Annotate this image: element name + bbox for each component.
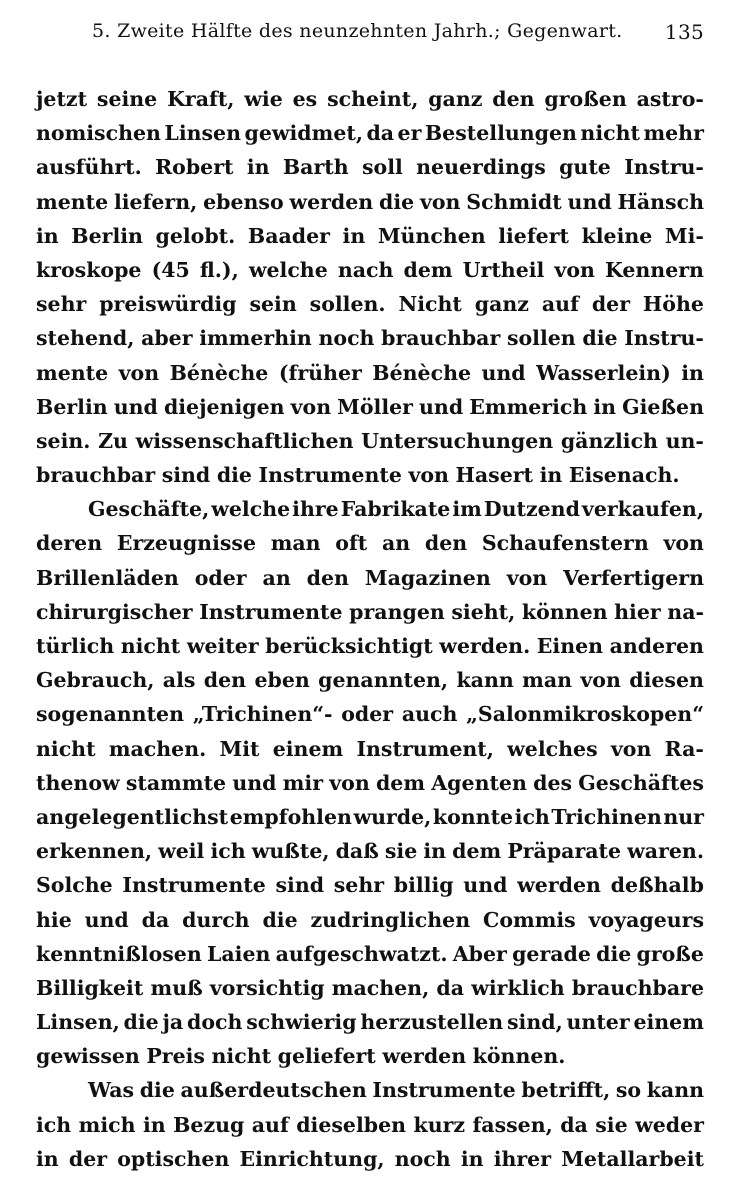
word: Metallarbeit (561, 1146, 704, 1171)
word: außerdeutschen (180, 1078, 367, 1103)
word: kann (646, 1078, 704, 1103)
word: mente (36, 360, 109, 385)
word: können (521, 599, 608, 624)
word: weil (158, 839, 205, 864)
text-line (36, 185, 704, 219)
word: muß (150, 975, 203, 1000)
word: Baader (247, 223, 330, 248)
text-line (36, 903, 704, 937)
word: es (292, 87, 318, 111)
word: Instrumente (199, 599, 343, 624)
word: auf (251, 1112, 289, 1137)
word: türlich (36, 634, 115, 658)
word: in (681, 360, 704, 385)
word: großen (544, 87, 627, 111)
word: Instru- (624, 326, 704, 351)
paragraph (36, 492, 704, 1073)
word: wissenschaftlichen (135, 428, 354, 453)
word: und (567, 189, 612, 214)
word: Trichinen (551, 804, 662, 829)
word: empfohlen (229, 804, 352, 829)
word: oft (335, 531, 368, 556)
word: in (36, 223, 59, 248)
word: noch (318, 326, 375, 351)
word: fl.), (199, 257, 239, 282)
word: weder (635, 1112, 704, 1137)
word: die (262, 907, 298, 932)
word: gewissen (36, 1044, 140, 1069)
word: Wasserlein) (536, 360, 671, 385)
word: in (593, 394, 617, 419)
word: prangen (349, 599, 445, 624)
word: als (162, 668, 196, 693)
word: neuerdings (416, 155, 546, 180)
text-line (36, 390, 704, 424)
text-line (36, 150, 704, 184)
word: mehr (643, 121, 704, 146)
word: stehend, (36, 326, 135, 351)
paragraph (36, 82, 704, 492)
word: Aber (452, 941, 507, 966)
word: mir (282, 770, 323, 795)
word: betrifft, (521, 1078, 611, 1103)
word: oder (194, 565, 247, 590)
word: zudringlichen (310, 907, 471, 932)
word: gewidmet, (244, 121, 363, 146)
word: Linsen (164, 121, 242, 146)
word: (45 (151, 257, 190, 282)
word: gelobt. (155, 223, 236, 248)
word: nicht (211, 1044, 272, 1069)
word: dieselben (296, 1112, 407, 1137)
word: und (463, 873, 508, 898)
word: von (580, 668, 621, 693)
word: preiswürdig (99, 292, 237, 317)
word: ebenso (203, 189, 284, 214)
text-line (36, 424, 704, 458)
word: dem (403, 257, 453, 282)
text-line (36, 219, 704, 253)
word: Urtheil (462, 257, 545, 282)
word: scheint, (327, 87, 419, 111)
word: Barth (282, 155, 349, 180)
word: ich (514, 804, 550, 829)
word: Gebrauch, (36, 668, 155, 693)
word: er (397, 121, 422, 146)
word: deßhalb (610, 873, 704, 898)
word: Schmidt (466, 189, 562, 214)
word: welche (248, 257, 328, 282)
word: in (342, 223, 366, 248)
word: Nicht (398, 292, 462, 317)
text-line (36, 82, 704, 116)
word: un- (665, 428, 704, 453)
word: eben (254, 668, 310, 693)
text-line (36, 492, 704, 526)
word: fassen, (472, 1112, 553, 1137)
word: mente (36, 189, 109, 214)
word: Berlin (36, 394, 108, 419)
word: und (84, 907, 129, 932)
word: genannten, (318, 668, 449, 693)
word: berücksichtigt (265, 634, 433, 658)
word: auf (541, 292, 579, 317)
word: sind, (507, 1010, 563, 1035)
text-line (36, 732, 704, 766)
word: sind (161, 463, 211, 488)
word: kleine (581, 223, 653, 248)
word: Preis (146, 1044, 205, 1069)
word: Mi- (664, 223, 704, 248)
word: sollen (506, 326, 576, 351)
word: Commis (483, 907, 576, 932)
word: man (270, 531, 321, 556)
word: Instrumente (372, 1078, 516, 1103)
word: durch (182, 907, 250, 932)
word: Was (88, 1078, 135, 1103)
text-line (36, 766, 704, 800)
word: Schaufenstern (481, 531, 649, 556)
word: in (539, 463, 563, 488)
text-line (36, 868, 704, 902)
word: Erzeugnisse (116, 531, 256, 556)
word: wie (244, 87, 283, 111)
word: liefern, (113, 189, 198, 214)
word: Bénèche (372, 360, 472, 385)
word: herzustellen (360, 1010, 504, 1035)
body-text (36, 82, 704, 1176)
word: von (419, 189, 461, 214)
word: Laien (206, 941, 271, 966)
word: so (615, 1078, 642, 1103)
word: die (216, 463, 252, 488)
word: und (232, 770, 277, 795)
word: weiter (186, 634, 259, 658)
word: jetzt (36, 87, 88, 111)
word: sieht, (451, 599, 516, 624)
text-line (36, 561, 704, 595)
word: den (424, 531, 468, 556)
word: Magazinen (364, 565, 491, 590)
word: an (381, 531, 411, 556)
word: Brillenläden (36, 565, 179, 590)
word: Geschäftes (578, 770, 704, 795)
word: München (377, 223, 486, 248)
word: ihrer (493, 1146, 552, 1171)
word: im (452, 497, 482, 522)
word: erkennen, (36, 839, 152, 864)
word: seine (96, 87, 158, 111)
word: nach (337, 257, 394, 282)
word: kroskope (36, 257, 142, 282)
word: angelegentlichst (36, 804, 229, 829)
word: Instru- (624, 155, 704, 180)
word: Höhe (642, 292, 704, 317)
word: anderen (609, 634, 704, 658)
word: von (290, 394, 332, 419)
word: chirurgischer (36, 599, 193, 624)
word: in (460, 1146, 484, 1171)
word: Bestellungen (424, 121, 577, 146)
word: können. (472, 1044, 566, 1069)
word: in (246, 155, 270, 180)
word: die (379, 189, 415, 214)
word: Agenten (431, 770, 527, 795)
word: die (582, 326, 618, 351)
word: deren (36, 531, 103, 556)
word: astro- (636, 87, 704, 111)
word: Robert (155, 155, 234, 180)
word: einem (633, 1010, 704, 1035)
word: Solche (36, 873, 113, 898)
word: ganz (474, 292, 529, 317)
word: von (118, 360, 160, 385)
word: von (408, 463, 449, 488)
text-line (36, 526, 704, 560)
text-line (36, 800, 704, 834)
word: und (113, 394, 158, 419)
word: in (142, 1112, 166, 1137)
word: sehr (36, 292, 87, 317)
word: Instrumente (258, 463, 402, 488)
word: machen. (108, 736, 207, 761)
word: Instrument, (356, 736, 494, 761)
word: „Trichinen“- (192, 702, 333, 727)
text-line (36, 253, 704, 287)
text-line (36, 697, 704, 731)
text-line (36, 287, 704, 321)
word: sie (595, 1112, 628, 1137)
word: optischen (117, 1146, 230, 1171)
word: Ra- (664, 736, 704, 761)
word: werden (289, 189, 374, 214)
word: da (560, 1112, 588, 1137)
running-head-title: 5. Zweite Hälfte des neunzehnten Jahrh.; Gegenwart. (92, 20, 623, 42)
word: diejenigen (163, 394, 285, 419)
word: in (423, 839, 447, 864)
word: kurz (413, 1112, 466, 1137)
text-line (36, 458, 704, 492)
word: Bénèche (169, 360, 269, 385)
word: diesen (629, 668, 704, 693)
word: vorsichtig (209, 975, 325, 1000)
word: den (203, 668, 247, 693)
word: Verfertigern (563, 565, 704, 590)
word: Zu (98, 428, 128, 453)
word: unter (566, 1010, 630, 1035)
word: daß (335, 839, 379, 864)
word: von (554, 257, 595, 282)
word: dem (452, 839, 502, 864)
word: sie (384, 839, 418, 864)
word: Berlin (71, 223, 143, 248)
word: Kennern (604, 257, 704, 282)
word: sein (249, 292, 297, 317)
text-line (36, 834, 704, 868)
word: nur (663, 804, 704, 829)
word: die (139, 1078, 175, 1103)
word: dem (375, 770, 426, 795)
word: ihre (292, 497, 339, 522)
word: aber (141, 326, 193, 351)
word: Einrichtung, (239, 1146, 385, 1171)
text-line (36, 356, 704, 390)
word: Instrumente (122, 873, 266, 898)
word: kann (456, 668, 514, 693)
word: mich (78, 1112, 136, 1137)
word: liefert (498, 223, 569, 248)
word: da (436, 975, 465, 1000)
word: waren. (627, 839, 704, 864)
word: da (141, 907, 170, 932)
word: kenntnißlosen (36, 941, 202, 966)
word: Linsen, (36, 1010, 120, 1035)
word: einem (272, 736, 344, 761)
word: von (506, 565, 548, 590)
word: machen, (331, 975, 430, 1000)
word: Gießen (622, 394, 704, 419)
word: sein. (36, 428, 91, 453)
word: wurde, (353, 804, 432, 829)
word: (früher (278, 360, 362, 385)
word: welches (507, 736, 598, 761)
word: ja (162, 1010, 184, 1035)
word: Mit (219, 736, 260, 761)
text-line (36, 1005, 704, 1039)
word: nicht (36, 736, 96, 761)
word: verkaufen, (581, 497, 704, 522)
word: des (533, 770, 573, 795)
word: stammte (125, 770, 227, 795)
word: wußte, (251, 839, 330, 864)
word: immerhin (199, 326, 312, 351)
word: Bezug (173, 1112, 245, 1137)
word: ich (36, 1112, 72, 1137)
text-line (36, 663, 704, 697)
text-line (36, 116, 704, 150)
word: an (262, 565, 291, 590)
word: Möller (337, 394, 413, 419)
word: Einen (536, 634, 604, 658)
word: thenow (36, 770, 120, 795)
word: da (366, 121, 395, 146)
word: Billigkeit (36, 975, 144, 1000)
word: gerade (512, 941, 591, 966)
word: und (481, 360, 526, 385)
word: von (663, 531, 704, 556)
word: Geschäfte, (88, 497, 210, 522)
word: der (68, 1146, 108, 1171)
word: man (522, 668, 573, 693)
word: aufgeschwatzt. (275, 941, 448, 966)
word: brauchbar (381, 326, 501, 351)
word: gute (559, 155, 611, 180)
word: in (36, 1146, 59, 1171)
word: schwierig (246, 1010, 357, 1035)
word: Präparate (507, 839, 622, 864)
word: oder (341, 702, 394, 727)
word: brauchbar (36, 463, 156, 488)
word: soll (362, 155, 403, 180)
word: gänzlich (560, 428, 658, 453)
word: noch (394, 1146, 451, 1171)
word: Hasert (455, 463, 534, 488)
word: Fabrikate (340, 497, 451, 522)
word: welche (211, 497, 291, 522)
text-line (36, 971, 704, 1005)
paragraph (36, 1073, 704, 1176)
word: von (329, 770, 370, 795)
word: Kraft, (167, 87, 235, 111)
word: nomischen (36, 121, 161, 146)
word: sehr (333, 873, 385, 898)
word: Emmerich (469, 394, 588, 419)
word: Untersuchungen (361, 428, 554, 453)
text-line (36, 1073, 704, 1107)
word: ausführt. (36, 155, 142, 180)
text-line (36, 1039, 704, 1073)
word: und (419, 394, 464, 419)
word: konnte (432, 804, 514, 829)
word: ganz (428, 87, 483, 111)
word: ich (210, 839, 246, 864)
word: Eisenach. (568, 463, 680, 488)
word: wirklich (471, 975, 565, 1000)
word: Dutzend (483, 497, 580, 522)
text-line (36, 1142, 704, 1176)
word: auch (401, 702, 458, 727)
word: hier (614, 599, 661, 624)
running-head (92, 20, 704, 50)
word: geliefert (277, 1044, 376, 1069)
word: brauchbare (571, 975, 704, 1000)
word: nicht (120, 634, 181, 658)
word: die (596, 941, 632, 966)
word: den (306, 565, 349, 590)
text-line (36, 595, 704, 629)
word: doch (187, 1010, 243, 1035)
word: voyageurs (588, 907, 704, 932)
word: Hänsch (617, 189, 704, 214)
page-number: 135 (664, 20, 704, 44)
text-line (36, 1108, 704, 1142)
word: hie (36, 907, 72, 932)
word: von (610, 736, 652, 761)
word: billig (393, 873, 454, 898)
word: den (492, 87, 535, 111)
word: werden (517, 873, 601, 898)
word: „Salonmikroskopen“ (466, 702, 704, 727)
word: große (636, 941, 704, 966)
text-line (36, 321, 704, 355)
text-line (36, 937, 704, 971)
word: werden (382, 1044, 467, 1069)
word: werden. (439, 634, 531, 658)
word: die (123, 1010, 159, 1035)
word: sogenannten (36, 702, 185, 727)
word: der (591, 292, 630, 317)
text-line (36, 629, 704, 663)
word: sollen. (309, 292, 386, 317)
word: na- (667, 599, 704, 624)
word: sind (275, 873, 325, 898)
word: nicht (580, 121, 640, 146)
